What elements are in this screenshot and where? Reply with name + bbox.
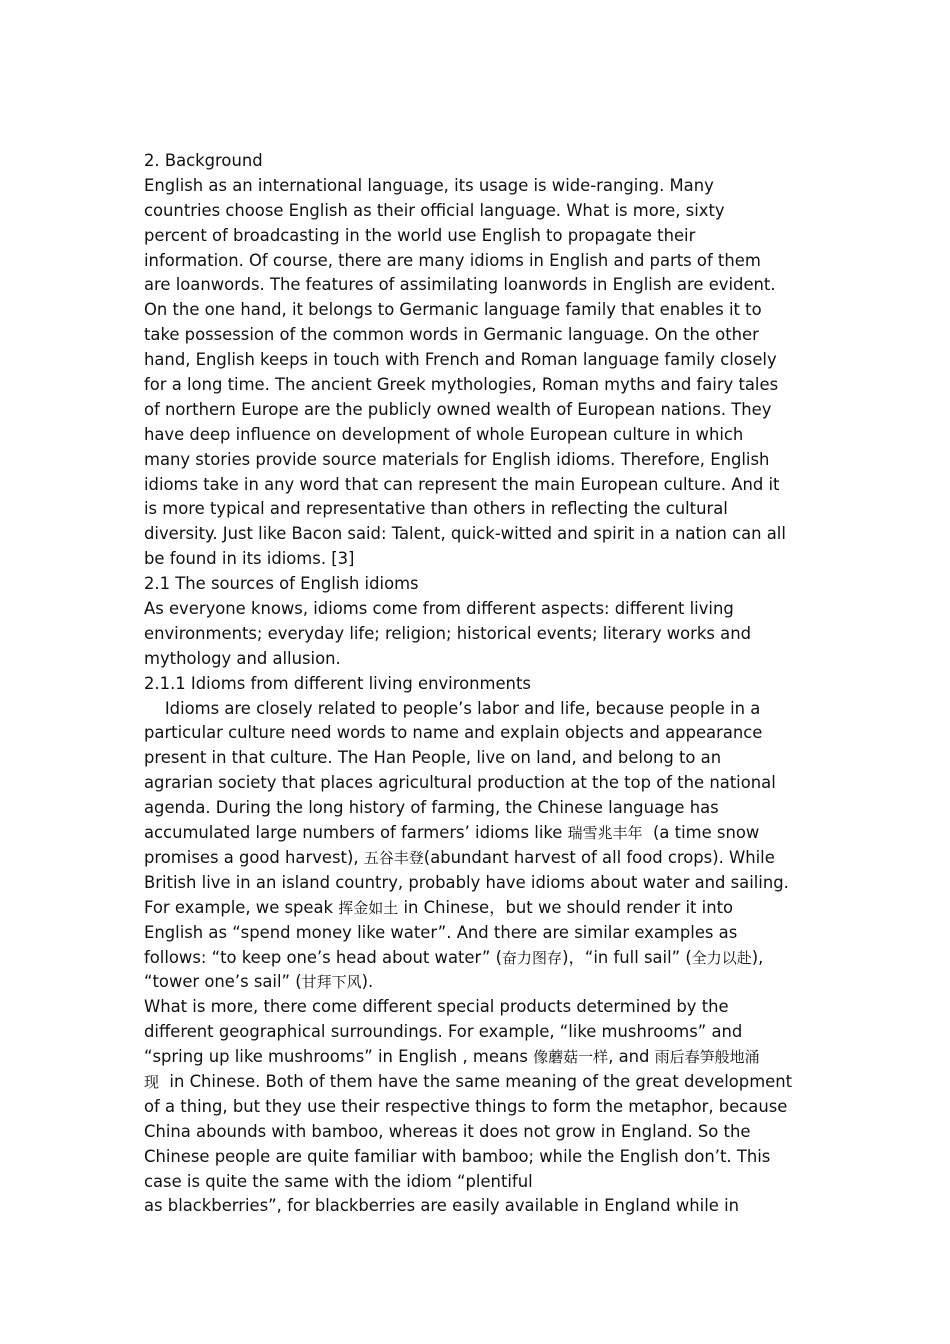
chinese-idiom: 五谷丰登 <box>363 848 424 867</box>
text-run: mythology and allusion. <box>144 648 341 668</box>
text-run: follows: “to keep one’s head about water” ( <box>144 947 503 967</box>
paragraph-line <box>144 1045 816 1070</box>
text-run: information. Of course, there are many idioms in English and parts of them <box>144 250 761 270</box>
text-run: What is more, there come different special products determined by the <box>144 997 729 1017</box>
text-run: 2.1 The sources of English idioms <box>144 574 419 594</box>
paragraph-line <box>144 970 816 995</box>
subsection-heading <box>144 572 816 597</box>
text-run: , and <box>608 1047 655 1067</box>
paragraph-line <box>144 1070 816 1095</box>
paragraph-line <box>144 821 816 846</box>
paragraph-line <box>144 871 816 896</box>
paragraph-line <box>144 423 816 448</box>
text-run: are loanwords. The features of assimilating loanwords in English are evident. <box>144 275 776 295</box>
text-run: present in that culture. The Han People, live on land, and belong to an <box>144 748 722 768</box>
paragraph-line <box>144 224 816 249</box>
paragraph-line <box>144 896 816 921</box>
chinese-idiom: 像蘑菇一样 <box>533 1048 609 1067</box>
paragraph-line <box>144 946 816 971</box>
text-run: be found in its idioms. [3] <box>144 549 355 569</box>
text-run: hand, English keeps in touch with French and Roman language family closely <box>144 350 777 370</box>
text-run: diversity. Just like Bacon said: Talent, quick-witted and spirit in a nation can all <box>144 524 786 544</box>
text-run: for a long time. The ancient Greek mythologies, Roman myths and fairy tales <box>144 375 779 395</box>
paragraph-line <box>144 721 816 746</box>
text-run: English as “spend money like water”. And there are similar examples as <box>144 922 738 942</box>
text-run: have deep influence on development of whole European culture in which <box>144 424 744 444</box>
paragraph-line <box>144 1194 816 1219</box>
text-run: case is quite the same with the idiom “plentiful <box>144 1171 533 1191</box>
paragraph-line <box>144 398 816 423</box>
text-run: as blackberries”, for blackberries are easily available in England while in <box>144 1196 740 1216</box>
chinese-idiom: 雨后春笋般地涌 <box>654 1048 760 1067</box>
paragraph-line <box>144 348 816 373</box>
paragraph-line <box>144 921 816 946</box>
text-run: British live in an island country, probably have idioms about water and sailing. <box>144 872 789 892</box>
paragraph-line <box>144 1120 816 1145</box>
text-run: of northern Europe are the publicly owned wealth of European nations. They <box>144 399 772 419</box>
paragraph-line <box>144 622 816 647</box>
paragraph-line <box>144 298 816 323</box>
text-run: in Chinese，but we should render it into <box>398 897 734 917</box>
chinese-idiom: 奋力图存 <box>502 948 563 967</box>
text-run: of a thing, but they use their respective things to form the metaphor, because <box>144 1096 788 1116</box>
paragraph-line <box>144 1095 816 1120</box>
text-run: environments; everyday life; religion; historical events; literary works and <box>144 623 751 643</box>
text-run: agrarian society that places agricultural production at the top of the national <box>144 773 776 793</box>
paragraph-line <box>144 547 816 572</box>
paragraph-line <box>144 796 816 821</box>
section-heading <box>144 149 816 174</box>
text-run: take possession of the common words in Germanic language. On the other <box>144 325 759 345</box>
text-run: ). <box>361 972 374 992</box>
paragraph-line <box>144 497 816 522</box>
paragraph-line <box>144 1020 816 1045</box>
chinese-idiom: 现 <box>144 1072 160 1091</box>
text-run: English as an international language, its usage is wide-ranging. Many <box>144 175 714 195</box>
text-run: “spring up like mushrooms” in English , means <box>144 1047 534 1067</box>
paragraph-line <box>144 1145 816 1170</box>
text-run: different geographical surroundings. For example, “like mushrooms” and <box>144 1022 743 1042</box>
paragraph-line <box>144 473 816 498</box>
paragraph-line <box>144 746 816 771</box>
text-run: As everyone knows, idioms come from different aspects: different living <box>144 599 734 619</box>
text-run: “tower one’s sail” ( <box>144 972 302 992</box>
text-run: On the one hand, it belongs to Germanic language family that enables it to <box>144 300 762 320</box>
text-run: promises a good harvest), <box>144 847 364 867</box>
text-run: many stories provide source materials for English idioms. Therefore, English <box>144 449 770 469</box>
text-run: Idioms are closely related to people’s labor and life, because people in a <box>144 698 761 718</box>
paragraph-line <box>144 448 816 473</box>
paragraph-line <box>144 647 816 672</box>
paragraph-line <box>144 199 816 224</box>
document-body <box>144 149 816 1219</box>
paragraph-line <box>144 995 816 1020</box>
paragraph-line <box>144 273 816 298</box>
text-run: China abounds with bamboo, whereas it does not grow in England. So the <box>144 1121 751 1141</box>
paragraph-line <box>144 846 816 871</box>
chinese-idiom: 挥金如土 <box>338 898 399 917</box>
text-run: 2. Background <box>144 151 263 170</box>
text-run: accumulated large numbers of farmers’ idioms like <box>144 823 568 843</box>
chinese-idiom: 瑞雪兆丰年 <box>567 824 643 843</box>
paragraph-line <box>144 249 816 274</box>
text-run: in Chinese. Both of them have the same meaning of the great development <box>159 1071 793 1091</box>
paragraph-line <box>144 323 816 348</box>
chinese-idiom: 甘拜下风 <box>301 973 362 992</box>
text-run: For example, we speak <box>144 897 339 917</box>
subsubsection-heading <box>144 672 816 697</box>
text-run: percent of broadcasting in the world use English to propagate their <box>144 225 696 245</box>
text-run: (abundant harvest of all food crops). While <box>423 847 775 867</box>
text-run: ), <box>751 947 764 967</box>
text-run: countries choose English as their official language. What is more, sixty <box>144 200 725 220</box>
paragraph-line <box>144 697 816 722</box>
paragraph-line <box>144 373 816 398</box>
text-run: 2.1.1 Idioms from different living environments <box>144 673 531 693</box>
text-run: idioms take in any word that can represent the main European culture. And it <box>144 474 780 494</box>
paragraph-line <box>144 174 816 199</box>
paragraph-line <box>144 1170 816 1195</box>
text-run: particular culture need words to name and explain objects and appearance <box>144 723 763 743</box>
text-run: is more typical and representative than others in reflecting the cultural <box>144 499 728 519</box>
text-run: Chinese people are quite familiar with bamboo; while the English don’t. This <box>144 1146 771 1166</box>
text-run: (a time snow <box>642 823 760 843</box>
paragraph-line <box>144 597 816 622</box>
text-run: agenda. During the long history of farming, the Chinese language has <box>144 798 719 818</box>
text-run: )，“in full sail” ( <box>562 947 692 967</box>
chinese-idiom: 全力以赴 <box>691 948 752 967</box>
paragraph-line <box>144 522 816 547</box>
paragraph-line <box>144 771 816 796</box>
